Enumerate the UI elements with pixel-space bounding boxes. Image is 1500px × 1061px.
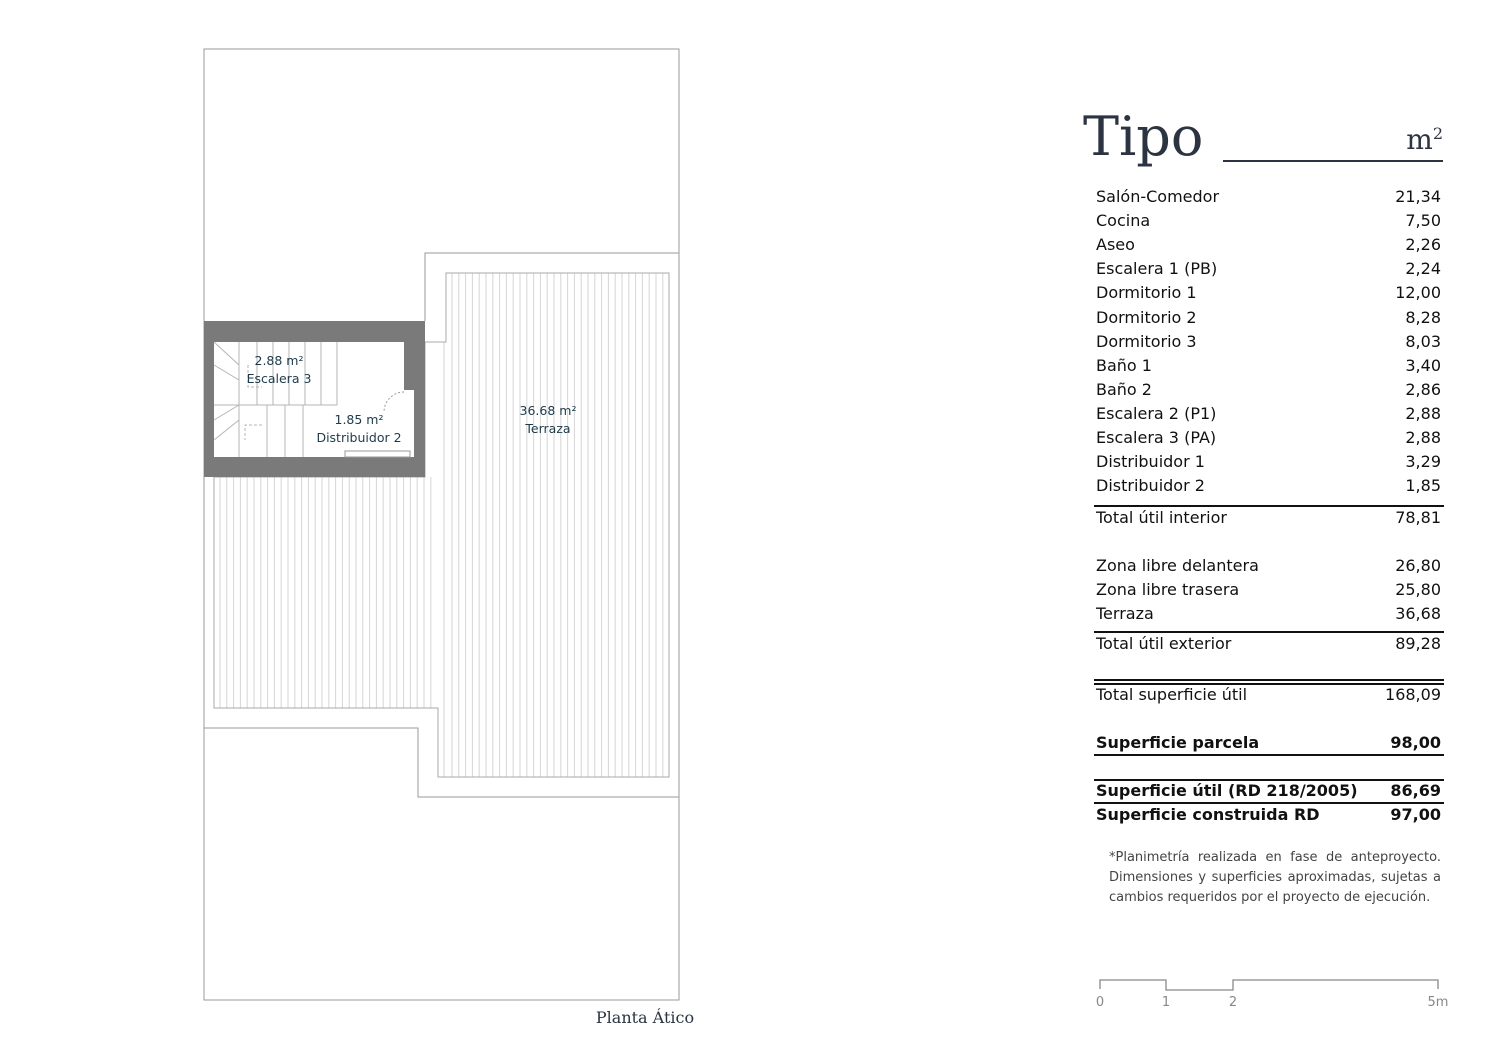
row-name: Zona libre delantera — [1096, 556, 1259, 575]
parcela-row: Superficie parcela 98,00 — [1096, 733, 1441, 752]
area-row — [1096, 475, 1441, 497]
plan-title: Planta Ático — [595, 1008, 695, 1027]
scale-label-0: 0 — [1095, 995, 1105, 1010]
area-row — [1096, 403, 1441, 425]
rule-parcela — [1094, 754, 1444, 756]
row-value: 2,24 — [1405, 259, 1441, 279]
row-name: Baño 2 — [1096, 379, 1152, 399]
header-rule — [1223, 160, 1443, 162]
row-name: Distribuidor 2 — [1096, 476, 1205, 496]
area-row — [1096, 331, 1441, 353]
row-value: 36,68 — [1395, 604, 1441, 624]
scale-bar — [1090, 975, 1455, 1015]
row-value: 21,34 — [1395, 187, 1441, 206]
room-name-distribuidor-2: Distribuidor 2 — [316, 430, 402, 445]
area-row — [1096, 186, 1441, 208]
total-exterior-row: Total útil exterior 89,28 — [1096, 634, 1441, 653]
room-name-escalera-3: Escalera 3 — [246, 371, 312, 386]
floor-plan — [0, 0, 720, 1061]
room-area-terraza: 36.68 m² — [519, 403, 577, 418]
plot-outline — [204, 49, 679, 1000]
decking-boundary — [214, 273, 669, 777]
disclaimer-note: *Planimetría realizada en fase de anteproyecto. Dimensiones y superficies aproximadas, sujetas a cambios requeridos por el proyecto de ejecución. — [1109, 850, 1441, 905]
util-rd-row: Superficie útil (RD 218/2005) 86,69 — [1096, 781, 1441, 800]
row-name: Aseo — [1096, 235, 1135, 255]
scale-bar-line — [1100, 980, 1438, 990]
area-row — [1096, 555, 1441, 577]
room-name-terraza: Terraza — [525, 421, 571, 436]
area-row — [1096, 427, 1441, 449]
terrace-decking — [220, 273, 663, 777]
row-name: Escalera 2 (P1) — [1096, 403, 1217, 423]
row-value: 1,85 — [1405, 476, 1441, 496]
row-name: Dormitorio 1 — [1096, 283, 1197, 303]
unit-label: $m^2$ — [1406, 123, 1443, 156]
row-name: Dormitorio 2 — [1096, 307, 1197, 327]
rule-total-double-a — [1094, 679, 1444, 681]
row-name: Cocina — [1096, 211, 1151, 231]
row-value: 3,29 — [1405, 452, 1441, 472]
total-interior-row: Total útil interior 78,81 — [1096, 508, 1441, 527]
area-row — [1096, 603, 1441, 625]
row-value: 2,88 — [1405, 428, 1441, 447]
row-value: 7,50 — [1405, 211, 1441, 231]
row-name: Baño 1 — [1096, 355, 1152, 375]
row-name: Escalera 1 (PB) — [1096, 259, 1218, 279]
row-value: 2,86 — [1405, 379, 1441, 399]
row-value: 8,28 — [1405, 307, 1441, 327]
row-name: Zona libre trasera — [1096, 580, 1240, 600]
table-title: Tipo — [1083, 105, 1204, 168]
total-superficie-row: Total superficie útil 168,09 — [1096, 685, 1441, 704]
area-row — [1096, 210, 1441, 232]
scale-label-5m: 5m — [1427, 995, 1449, 1010]
row-name: Escalera 3 (PA) — [1096, 428, 1217, 447]
row-value: 3,40 — [1405, 355, 1441, 375]
area-row — [1096, 282, 1441, 304]
row-name: Terraza — [1096, 604, 1154, 624]
row-value: 25,80 — [1395, 580, 1441, 600]
area-row — [1096, 451, 1441, 473]
row-value: 2,88 — [1405, 403, 1441, 423]
area-row — [1096, 258, 1441, 280]
row-value: 26,80 — [1395, 556, 1441, 575]
area-row — [1096, 355, 1441, 377]
area-row — [1096, 579, 1441, 601]
row-name: Distribuidor 1 — [1096, 452, 1205, 472]
row-value: 2,26 — [1405, 235, 1441, 255]
scale-label-1: 1 — [1161, 995, 1171, 1010]
row-name: Dormitorio 3 — [1096, 331, 1197, 351]
room-area-escalera-3: 2.88 m² — [254, 353, 304, 368]
scale-label-2: 2 — [1228, 995, 1238, 1010]
area-row — [1096, 307, 1441, 329]
area-row — [1096, 379, 1441, 401]
row-value: 12,00 — [1395, 283, 1441, 303]
room-area-distribuidor-2: 1.85 m² — [334, 412, 384, 427]
row-name: Salón-Comedor — [1096, 187, 1220, 206]
table-header — [1083, 105, 1445, 180]
area-table — [1083, 105, 1445, 905]
area-row — [1096, 234, 1441, 256]
construida-rd-row: Superficie construida RD 97,00 — [1096, 805, 1441, 824]
row-value: 8,03 — [1405, 331, 1441, 351]
